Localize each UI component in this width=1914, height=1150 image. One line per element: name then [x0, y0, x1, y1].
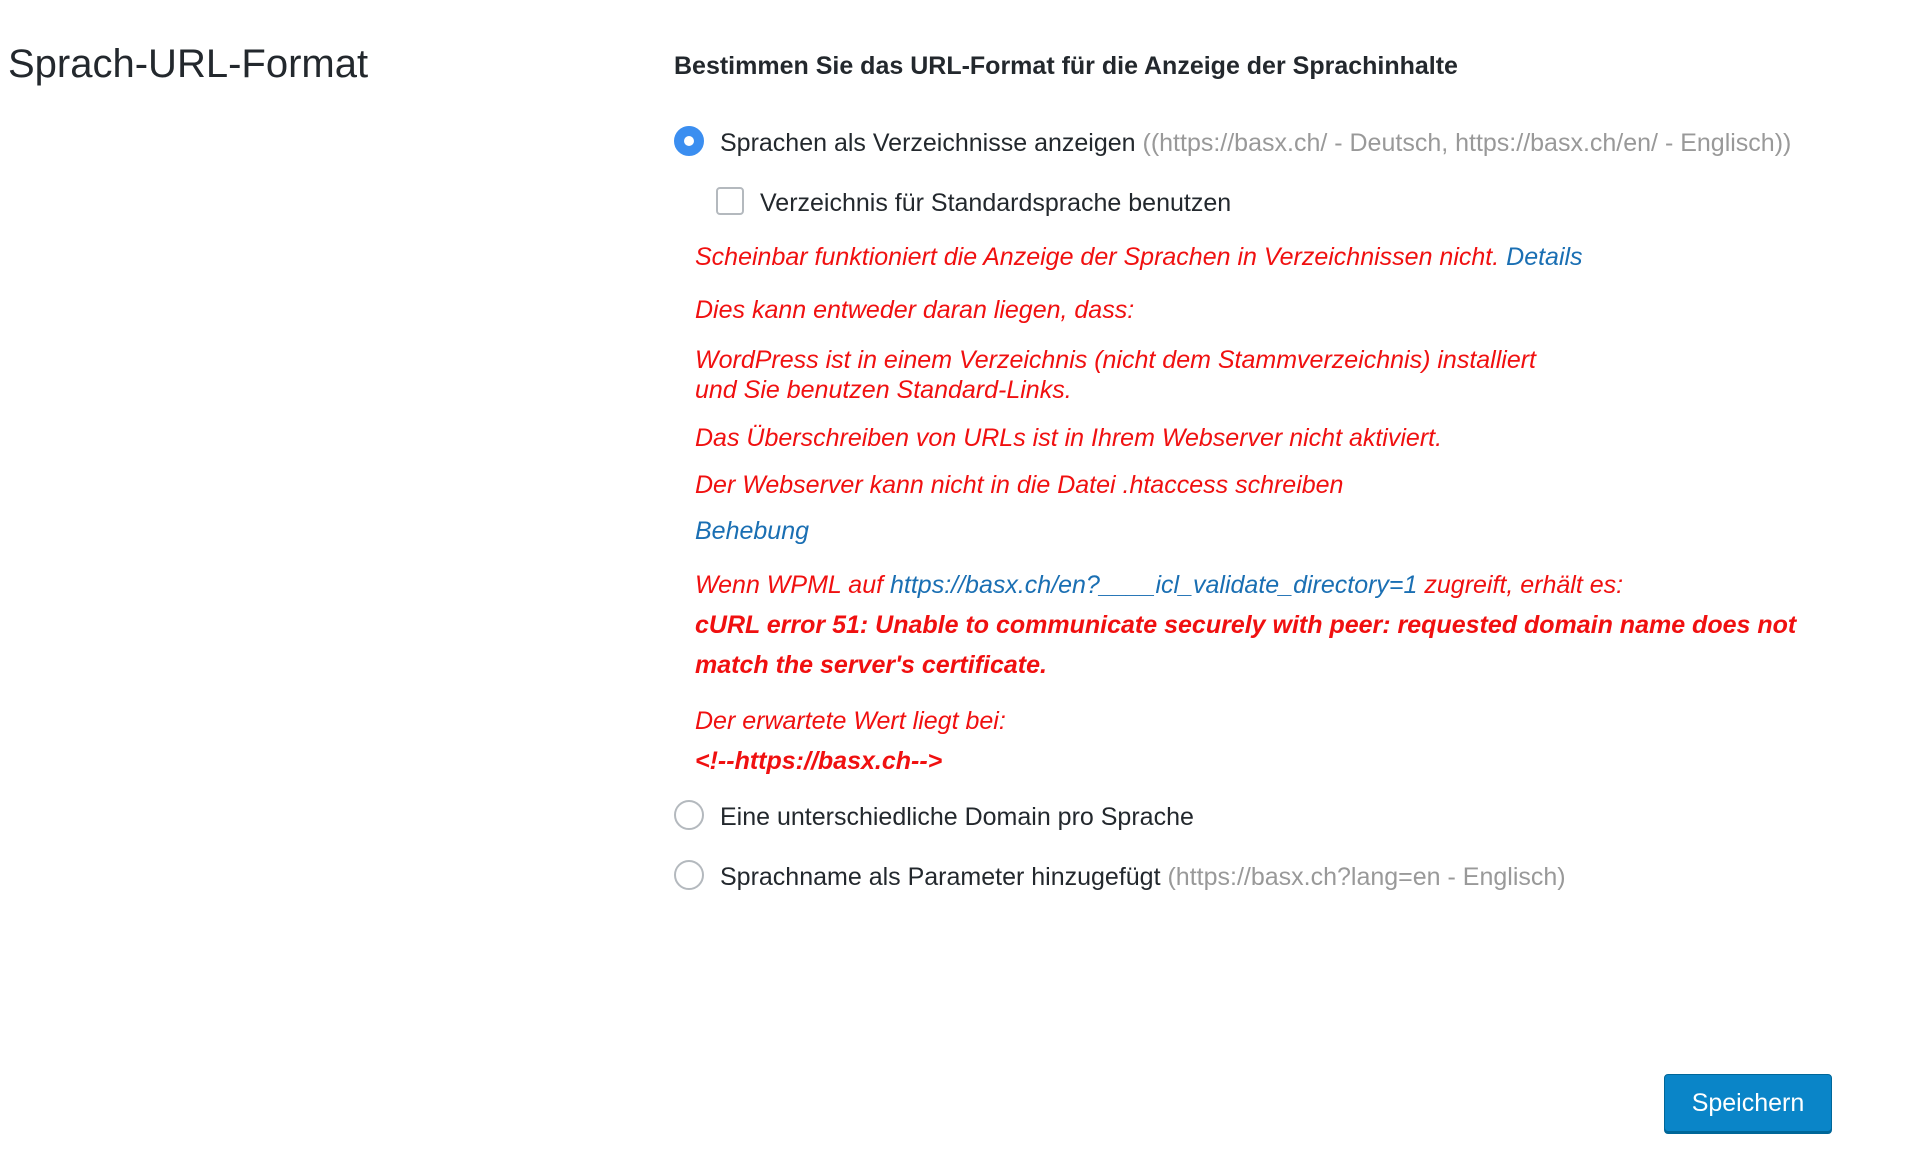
default-language-directory-checkbox[interactable]	[716, 187, 744, 215]
error-reason-3: Der Webserver kann nicht in die Datei .htaccess schreiben	[695, 471, 1344, 499]
section-title: Sprach-URL-Format	[8, 42, 369, 86]
option-directories-radio[interactable]	[674, 126, 704, 156]
option-domains-label[interactable]: Eine unterschiedliche Domain pro Sprache	[720, 803, 1194, 831]
access-prefix: Wenn WPML auf	[695, 571, 884, 599]
settings-panel	[674, 52, 1814, 897]
fix-paragraph	[695, 513, 1814, 549]
error-main	[695, 239, 1814, 275]
expected-value-info	[695, 701, 1814, 781]
option-parameter-row	[674, 857, 1814, 897]
option-directories-row	[674, 123, 1814, 163]
expected-value: <!--https://basx.ch-->	[695, 747, 943, 775]
settings-heading: Bestimmen Sie das URL-Format für die Anzeige der Sprachinhalte	[674, 52, 1458, 80]
option-parameter-radio[interactable]	[674, 860, 704, 890]
save-button[interactable]: Speichern	[1664, 1074, 1832, 1132]
error-reason-1: WordPress ist in einem Verzeichnis (nicht dem Stammverzeichnis) installiert und Sie benutzen Standard-Links.	[695, 346, 1537, 404]
option-parameter-label[interactable]: Sprachname als Parameter hinzugefügt	[720, 863, 1161, 891]
error-main-text: Scheinbar funktioniert die Anzeige der Sprachen in Verzeichnissen nicht.	[695, 243, 1500, 271]
error-reason-intro: Dies kann entweder daran liegen, dass:	[695, 296, 1135, 324]
option-parameter-hint: (https://basx.ch?lang=en - Englisch)	[1167, 863, 1566, 891]
option-directories-hint: ((https://basx.ch/ - Deutsch, https://basx.ch/en/ - Englisch))	[1142, 129, 1792, 157]
error-reason-2: Das Überschreiben von URLs ist in Ihrem Webserver nicht aktiviert.	[695, 424, 1443, 452]
directory-error-box	[695, 239, 1814, 781]
curl-error-message: cURL error 51: Unable to communicate securely with peer: requested domain name does not match the server's certificate.	[695, 611, 1797, 679]
validation-url-link[interactable]: https://basx.ch/en?____icl_validate_directory=1	[890, 571, 1418, 599]
option-domains-row	[674, 797, 1814, 837]
access-suffix: zugreift, erhält es:	[1424, 571, 1624, 599]
expected-label: Der erwartete Wert liegt bei:	[695, 707, 1006, 735]
option-directories-label[interactable]: Sprachen als Verzeichnisse anzeigen	[720, 129, 1136, 157]
option-domains-radio[interactable]	[674, 800, 704, 830]
default-language-directory-label[interactable]: Verzeichnis für Standardsprache benutzen	[760, 189, 1232, 217]
fix-link[interactable]: Behebung	[695, 517, 810, 545]
access-info	[695, 565, 1814, 685]
details-link[interactable]: Details	[1506, 243, 1583, 271]
default-language-directory-row	[716, 183, 1814, 223]
